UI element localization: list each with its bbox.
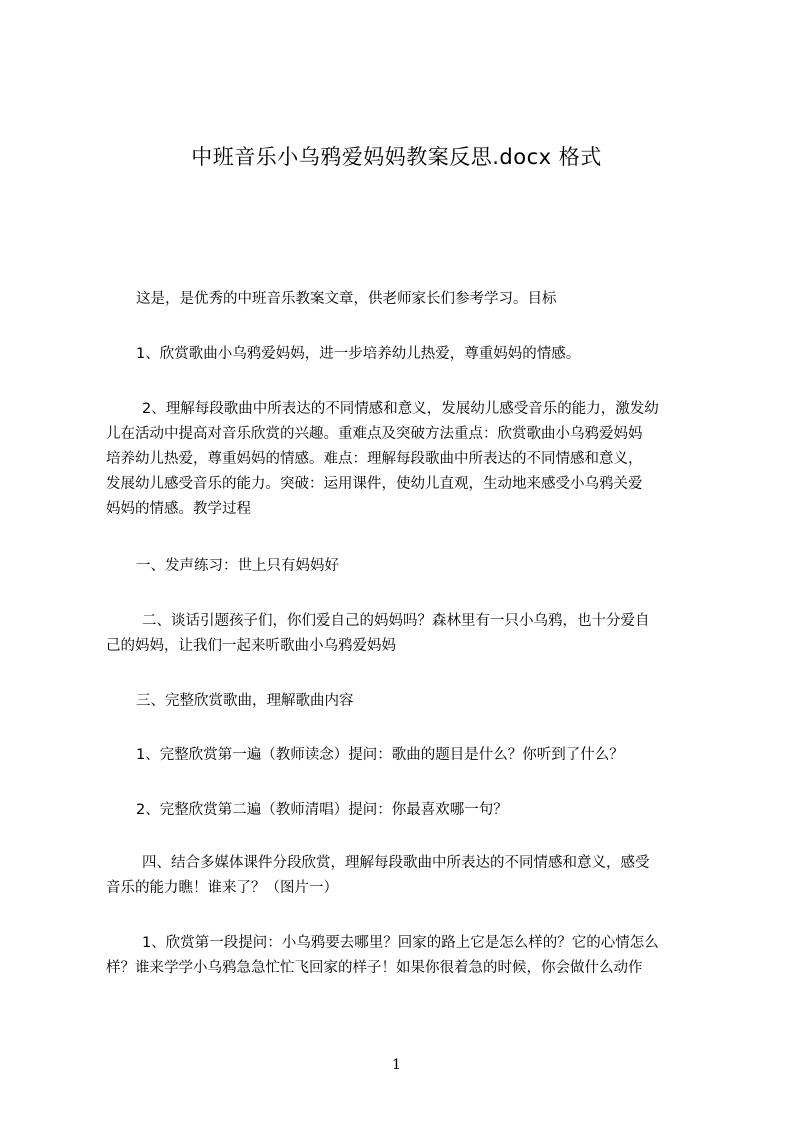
paragraph-section-4-item-1 [106,931,716,981]
paragraph-line: 己的妈妈，让我们一起来听歌曲小乌鸦爱妈妈 [106,638,396,654]
paragraph-goal-1 [106,342,716,367]
paragraph-line: 2、理解每段歌曲中所表达的不同情感和意义，发展幼儿感受音乐的能力，激发幼 [142,401,659,417]
paragraph-line: 样？谁来学学小乌鸦急急忙忙飞回家的样子！如果你很着急的时候，你会做什么动作 [106,960,643,976]
paragraph-line: 妈妈的情感。教学过程 [106,501,251,517]
paragraph-line: 一、发声练习：世上只有妈妈好 [136,558,339,574]
paragraph-line: 音乐的能力瞧！谁来了？（图片一） [106,880,338,896]
paragraph-line: 四、结合多媒体课件分段欣赏，理解每段歌曲中所表达的不同情感和意义，感受 [142,855,650,871]
paragraph-goal-2 [106,397,716,522]
paragraph-line: 这是，是优秀的中班音乐教案文章，供老师家长们参考学习。目标 [136,291,557,307]
paragraph-line: 三、完整欣赏歌曲，理解歌曲内容 [136,693,354,709]
document-title: 中班音乐小乌鸦爱妈妈教案反思.docx 格式 [191,145,602,169]
paragraph-line: 1、完整欣赏第一遍（教师读念）提问：歌曲的题目是什么？你听到了什么？ [136,747,624,763]
paragraph-line: 1、欣赏第一段提问：小乌鸦要去哪里？回家的路上它是怎么样的？它的心情怎么 [142,935,659,951]
paragraph-line: 培养幼儿热爱，尊重妈妈的情感。难点：理解每段歌曲中所表达的不同情感和意义， [106,451,643,467]
paragraph-section-3-item-1 [106,743,716,768]
page-number: 1 [392,1057,401,1073]
paragraph-line: 1、欣赏歌曲小乌鸦爱妈妈，进一步培养幼儿热爱，尊重妈妈的情感。 [136,346,581,362]
paragraph-line: 2、完整欣赏第二遍（教师清唱）提问：你最喜欢哪一句？ [136,802,508,818]
paragraph-section-2 [106,609,716,659]
paragraph-section-3-item-2 [106,798,716,823]
paragraph-intro [106,287,716,312]
paragraph-line: 儿在活动中提高对音乐欣赏的兴趣。重难点及突破方法重点：欣赏歌曲小乌鸦爱妈妈 [106,426,643,442]
paragraph-section-4 [106,851,716,901]
paragraph-line: 发展幼儿感受音乐的能力。突破：运用课件，使幼儿直观，生动地来感受小乌鸦关爱 [106,476,643,492]
paragraph-section-3 [106,689,716,714]
paragraph-line: 二、谈话引题孩子们，你们爱自己的妈妈吗？森林里有一只小乌鸦，也十分爱自 [142,613,650,629]
paragraph-section-1 [106,554,716,579]
